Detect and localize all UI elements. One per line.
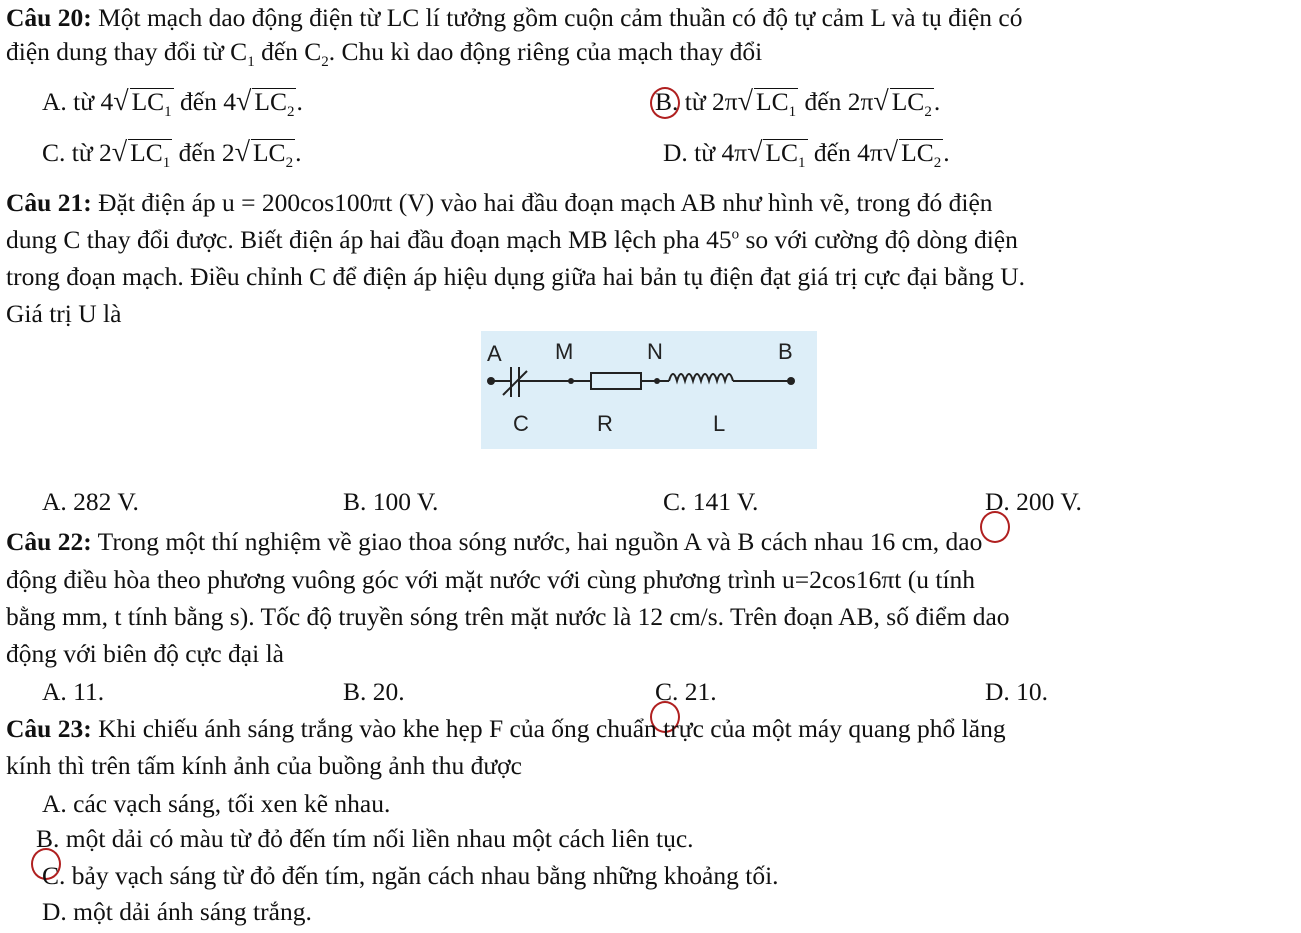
q20-option-c[interactable]: C. từ 2√ $LC_1$ đến 2√ $LC_2$. [42, 137, 302, 172]
q22-label: Câu 22: [6, 527, 92, 556]
q20-stem-line2: điện dung thay đổi từ $C_1$ đến $C_2$. Chu kì dao động riêng của mạch thay đổi [6, 37, 763, 71]
q21-stem-line3: trong đoạn mạch. Điều chỉnh C để điện áp hiệu dụng giữa hai bản tụ điện đạt giá trị cực đại bằng U. [6, 262, 1026, 291]
q22-option-d[interactable]: D. 10. [985, 677, 1049, 706]
q22-option-b[interactable]: B. 20. [343, 677, 405, 706]
q23-option-c[interactable]: C. bảy vạch sáng từ đỏ đến tím, ngăn cách nhau bằng những khoảng tối. [42, 861, 779, 890]
q23-label: Câu 23: [6, 714, 92, 743]
q21-label: Câu 21: [6, 188, 92, 217]
q22-stem-line3: bằng mm, t tính bằng s). Tốc độ truyền sóng trên mặt nước là 12 cm/s. Trên đoạn AB, số điểm dao [6, 602, 1010, 631]
q23-option-b[interactable]: B. một dải có màu từ đỏ đến tím nối liền nhau một cách liên tục. [36, 824, 694, 853]
q22-option-a[interactable]: A. 11. [42, 677, 105, 706]
q23-option-a[interactable]: A. các vạch sáng, tối xen kẽ nhau. [42, 789, 391, 818]
node-label-n: N [647, 339, 663, 364]
answer-mark-circle: B. [655, 87, 679, 116]
q21-option-b[interactable]: B. 100 V. [343, 487, 439, 516]
q20-label: Câu 20: [6, 3, 92, 32]
q22-option-c[interactable]: C. 21. [655, 677, 717, 706]
q21-stem-line2: dung C thay đổi được. Biết điện áp hai đầu đoạn mạch MB lệch pha 45$^o$ so với cường độ dòng điện [6, 225, 1018, 254]
component-label-r: R [597, 411, 613, 436]
q22-stem-line1: Câu 22: Trong một thí nghiệm về giao thoa sóng nước, hai nguồn A và B cách nhau 16 cm, dao [6, 527, 983, 556]
node-label-a: A [487, 341, 502, 366]
q20-option-d[interactable]: D. từ 4π√ $LC_1$ đến 4π√ $LC_2$. [663, 137, 950, 172]
q20-stem-line1: Câu 20: Một mạch dao động điện từ LC lí tưởng gồm cuộn cảm thuần có độ tự cảm L và tụ điện có [6, 3, 1023, 32]
node-label-m: M [555, 339, 574, 364]
q21-stem-line1: Câu 21: Đặt điện áp u = 200cos100πt (V) vào hai đầu đoạn mạch AB như hình vẽ, trong đó điện [6, 188, 993, 217]
component-label-l: L [713, 411, 726, 436]
circuit-diagram [481, 331, 817, 449]
q22-stem-line4: động với biên độ cực đại là [6, 639, 284, 668]
q23-stem-line2: kính thì trên tấm kính ảnh của buồng ảnh thu được [6, 751, 522, 780]
circuit-wiring [491, 367, 791, 397]
q22-stem-line2: động điều hòa theo phương vuông góc với mặt nước với cùng phương trình u=2cos16πt (u tính [6, 565, 976, 594]
terminal-b-dot [787, 377, 795, 385]
q21-option-c[interactable]: C. 141 V. [663, 487, 759, 516]
q21-option-d[interactable]: D. 200 V. [985, 487, 1082, 516]
terminal-a-dot [487, 377, 495, 385]
node-n-dot [654, 378, 660, 384]
q21-option-a[interactable]: A. 282 V. [42, 487, 139, 516]
q23-option-d[interactable]: D. một dải ánh sáng trắng. [42, 897, 312, 926]
q20-option-b[interactable]: B. từ 2π√ $LC_1$ đến 2π√ $LC_2$. [655, 86, 941, 121]
component-label-c: C [513, 411, 529, 436]
node-m-dot [568, 378, 574, 384]
node-label-b: B [778, 339, 793, 364]
q21-stem-line4: Giá trị U là [6, 299, 122, 328]
q20-option-a[interactable]: A. từ 4√ $LC_1$ đến 4√ $LC_2$. [42, 86, 303, 121]
q23-stem-line1: Câu 23: Khi chiếu ánh sáng trắng vào khe hẹp F của ống chuẩn trực của một máy quang phổ lăng [6, 714, 1006, 743]
